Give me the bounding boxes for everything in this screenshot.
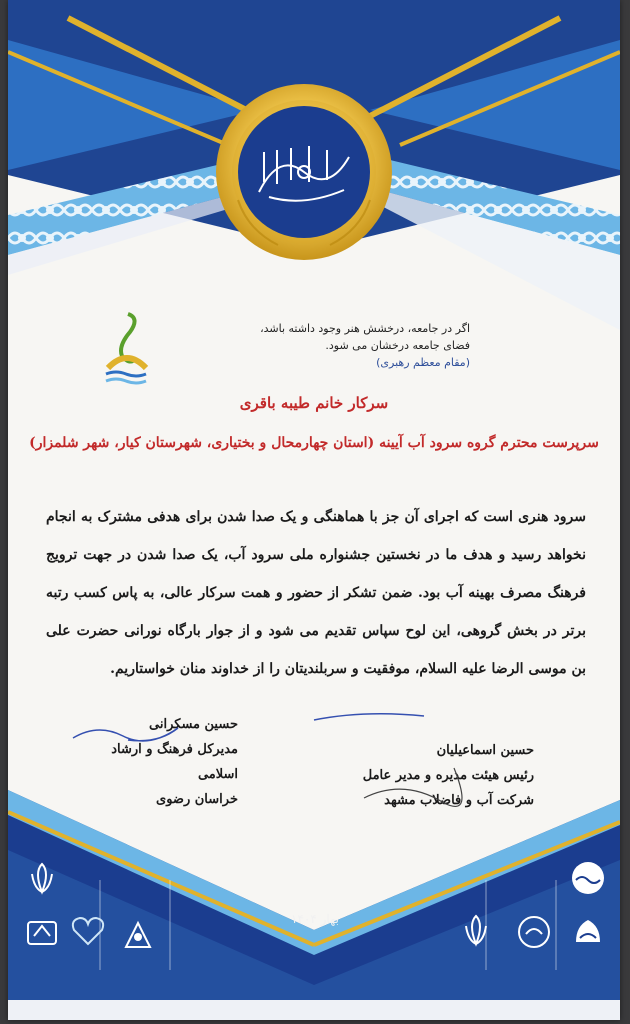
- water-company-logo-icon: [514, 912, 554, 952]
- signature-left-title1: مدیرکل فرهنگ و ارشاد اسلامی: [111, 742, 238, 782]
- signature-right: [304, 738, 534, 813]
- handwritten-signature-right: [304, 708, 494, 828]
- bismillah-calligraphy-icon: [249, 132, 359, 212]
- signature-right-title1: رئیس هیئت مدیره و مدیر عامل: [362, 768, 534, 783]
- quote-line-2: فضای جامعه درخشان می شود.: [325, 339, 470, 352]
- recipient-name: سرکار خانم طیبه باقری: [239, 394, 389, 412]
- handwritten-signature-left: [68, 718, 198, 748]
- signature-right-name: حسین اسماعیلیان: [436, 743, 534, 758]
- certificate: [8, 0, 620, 1020]
- heart-logo-icon: [68, 910, 108, 950]
- signature-left-title2: خراسان رضوی: [156, 792, 238, 807]
- water-wave-logo-icon: [568, 858, 608, 898]
- culture-ministry-logo-icon: [22, 912, 62, 952]
- bismillah-seal: [218, 86, 390, 258]
- signature-left-name: حسین مسکرانی: [149, 717, 238, 732]
- signature-left: [88, 712, 238, 812]
- leader-quote: [140, 320, 470, 371]
- certificate-body: سرود هنری است که اجرای آن جز با هماهنگی و یک صدا شدن برای هدفی مشترک به انجام نخواهد رسید و هدف ما در نخستین جشنواره ملی سرود آب، یک صدا شدن در جهت ترویج فرهنگ مصرف بهینه آب بود. ضمن تشکر از حضور و همت سرکار عالی، به پاس کسب رتبه برتر در بخش گروهی، این لوح سپاس تقدیم می شود و از جوار بارگاه نورانی حضرت علی بن موسی الرضا علیه السلام، موفقیت و سربلندیتان را از خداوند منان خواستاریم.: [46, 509, 586, 677]
- quote-source: (مقام معظم رهبری): [376, 356, 470, 369]
- quote-line-1: اگر در جامعه، درخشش هنر وجود داشته باشد،: [260, 322, 470, 335]
- recipient-role: سرپرست محترم گروه سرود آب آیینه (استان چهارمحال و بختیاری، شهرستان کیار، شهر شلمزار): [29, 435, 599, 451]
- mosque-dome-logo-icon: [568, 912, 608, 952]
- iran-emblem-icon: [22, 858, 62, 898]
- issue-date: بهار ۱۴۰۴: [291, 912, 339, 926]
- signature-right-title2: شرکت آب و فاضلاب مشهد: [384, 793, 534, 808]
- children-institute-logo-icon: [118, 915, 158, 955]
- iran-emblem-icon-2: [456, 910, 496, 950]
